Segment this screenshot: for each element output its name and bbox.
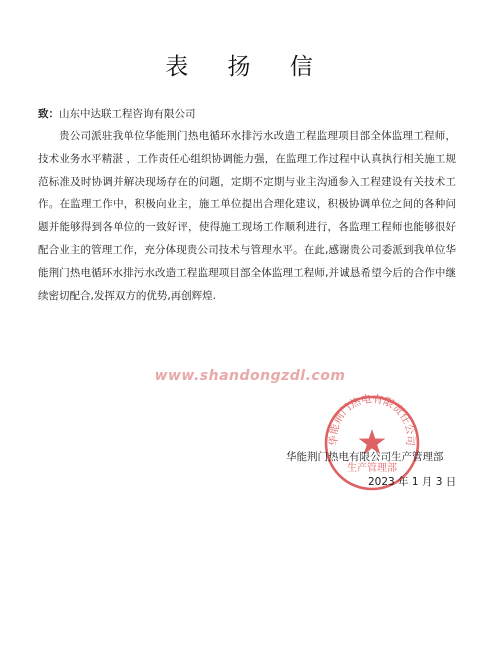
website-watermark: www.shandongzdl.com — [154, 368, 346, 384]
signature-organization: 华能荆门热电有限公司生产管理部 — [286, 451, 444, 463]
seal-bottom-text: 生产管理部 — [347, 463, 397, 474]
addressee-line — [38, 106, 196, 121]
letter-title: 表 扬 信 — [165, 54, 329, 80]
addressee-label: 致： — [38, 108, 59, 120]
addressee-name: 山东中达联工程咨询有限公司 — [59, 108, 196, 120]
letter-body: 贵公司派驻我单位华能荆门热电循环水排污水改造工程监理项目部全体监理工程师，技术业务水平精湛 ，工作责任心组织协调能力强，在监理工作过程中认真执行相关施工规范标准及时协调并解决现场存在的问题，定期不定期与业主沟通参入工程建设有关技术工作。在监理工作中，积极向业主，施工单位提出合理化建议，积极协调单位之间的各种问题并能够得到各单位的一致好评，使得施工现场工作顺利进行，各监理工程师也能够很好配合业主的管理工作，充分体现贵公司技术与管理水平。在此,感谢贵公司委派到我单位华能荆门热电循环水排污水改造工程监理项目部全体监理工程师,并诚恳希望今后的合作中继续密切配合,发挥双方的优势,再创辉煌. — [38, 130, 456, 302]
signature-date: 2023 年 1 月 3 日 — [368, 476, 457, 488]
seal-arc-textpath: 华能荆门热电有限责任公司 — [327, 393, 417, 447]
